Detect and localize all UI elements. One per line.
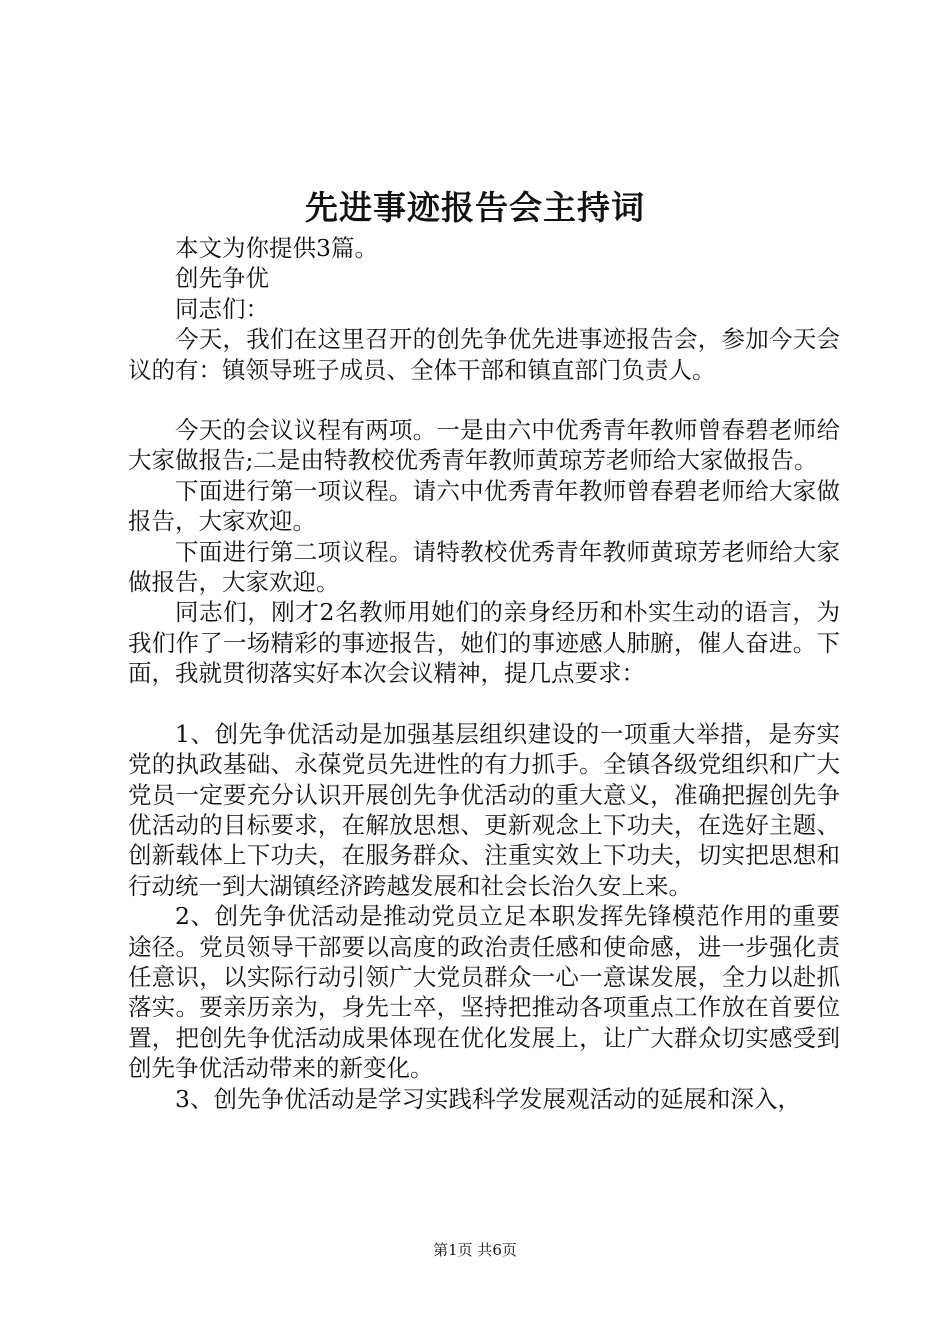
paragraph-salutation: 同志们：: [175, 294, 269, 323]
document-body: [128, 233, 840, 1114]
paragraph-agenda-item-2: 下面进行第二项议程。请特教校优秀青年教师黄琼芳老师给大家做报告，大家欢迎。: [128, 537, 840, 597]
paragraph-intro: 本文为你提供3篇。: [175, 234, 378, 262]
paragraph-requirement-3: 3、创先争优活动是学习实践科学发展观活动的延展和深入，: [175, 1084, 801, 1113]
paragraph-agenda-item-1: 下面进行第一项议程。请六中优秀青年教师曾春碧老师给大家做报告，大家欢迎。: [128, 476, 840, 536]
paragraph-subtitle: 创先争优: [175, 264, 269, 293]
paragraph-requirement-2: 2、创先争优活动是推动党员立足本职发挥先锋模范作用的重要途径。党员领导干部要以高度的政治责任感和使命感，进一步强化责任意识，以实际行动引领广大党员群众一心一意谋发展，全力以赴抓落实。要亲历亲为，身先士卒，坚持把推动各项重点工作放在首要位置，把创先争优活动成果体现在优化发展上，让广大群众切实感受到创先争优活动带来的新变化。: [128, 902, 840, 1083]
paragraph-summary: 同志们，刚才2名教师用她们的亲身经历和朴实生动的语言，为我们作了一场精彩的事迹报告，她们的事迹感人肺腑，催人奋进。下面，我就贯彻落实好本次会议精神，提几点要求：: [128, 598, 840, 688]
paragraph-opening: 今天，我们在这里召开的创先争优先进事迹报告会，参加今天会议的有：镇领导班子成员、全体干部和镇直部门负责人。: [128, 325, 840, 384]
page-footer: 第1页 共6页: [433, 1241, 517, 1259]
document-title: 先进事迹报告会主持词: [305, 188, 645, 227]
paragraph-agenda: 今天的会议议程有两项。一是由六中优秀青年教师曾春碧老师给大家做报告;二是由特教校优秀青年教师黄琼芳老师给大家做报告。: [128, 416, 840, 475]
paragraph-requirement-1: 1、创先争优活动是加强基层组织建设的一项重大举措，是夯实党的执政基础、永葆党员先进性的有力抓手。全镇各级党组织和广大党员一定要充分认识开展创先争优活动的重大意义，准确把握创先争优活动的目标要求，在解放思想、更新观念上下功夫，在选好主题、创新载体上下功夫，在服务群众、注重实效上下功夫，切实把思想和行动统一到大湖镇经济跨越发展和社会长治久安上来。: [128, 719, 840, 900]
